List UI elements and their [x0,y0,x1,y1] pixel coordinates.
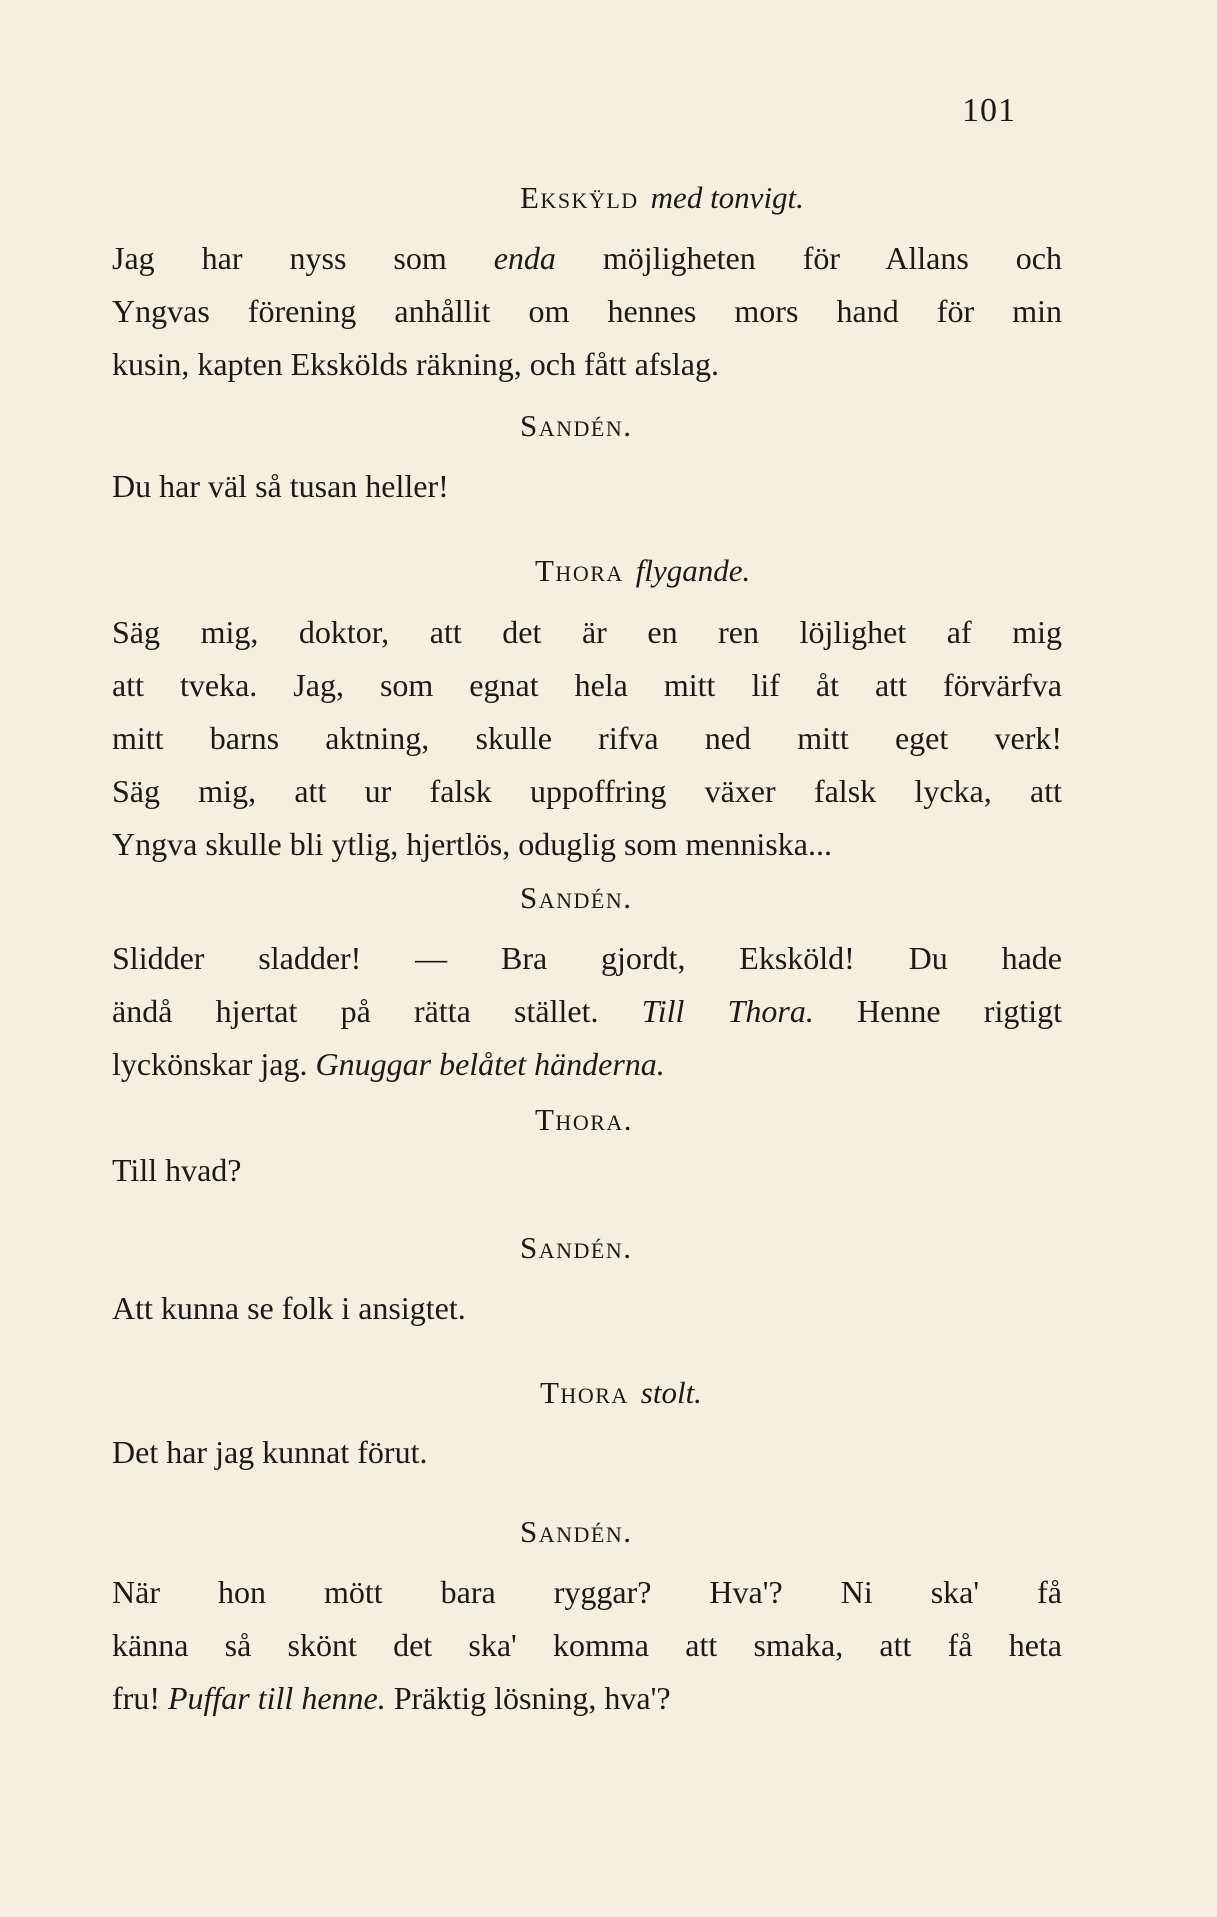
dialogue-text: kusin, kapten Ekskölds räkning, och fått afslag. [112,346,719,382]
speech-text [112,932,1062,1091]
speaker-heading [520,880,632,916]
text-line [112,1426,1062,1479]
dialogue-text: När hon mött bara ryggar? Hva'? Ni ska' få [112,1574,1062,1610]
dialogue-text: fru! [112,1680,168,1716]
speaker-name: Sandén. [520,1230,633,1265]
text-line [112,1282,1062,1335]
text-line [112,659,1062,712]
dialogue-text: Att kunna se folk i ansigtet. [112,1290,466,1326]
text-line [112,1619,1062,1672]
speaker-name: Sandén. [520,880,633,915]
text-line [112,285,1062,338]
dialogue-text: Säg mig, att ur falsk uppoffring växer falsk lycka, att [112,773,1062,809]
dialogue-text: Präktig lösning, hva'? [385,1680,671,1716]
text-line [112,712,1062,765]
stage-direction: flygande. [635,553,751,588]
speaker-heading [520,1514,632,1550]
speaker-heading [535,1102,633,1138]
dialogue-text: Det har jag kunnat förut. [112,1434,428,1470]
dialogue-text: Säg mig, doktor, att det är en ren löjlighet af mig [112,614,1062,650]
dialogue-text: mitt barns aktning, skulle rifva ned mitt eget verk! [112,720,1062,756]
speaker-name: Thora [535,553,624,588]
speaker-heading [520,408,632,444]
dialogue-text: ändå hjertat på rätta stället. [112,993,642,1029]
text-line [112,765,1062,818]
dialogue-text: att tveka. Jag, som egnat hela mitt lif åt att förvärfva [112,667,1062,703]
speech-text [112,1426,1062,1479]
text-line [112,232,1062,285]
dialogue-text: Yngvas förening anhållit om hennes mors hand för min [112,293,1062,329]
text-line [112,460,1062,513]
speaker-name: Thora [540,1375,629,1410]
text-line [112,1038,1062,1091]
text-line [112,1144,1062,1197]
speaker-name: Sandén. [520,408,633,443]
speaker-name: Thora. [535,1102,634,1137]
speaker-heading [520,1230,632,1266]
stage-direction: stolt. [640,1375,702,1410]
text-line [112,338,1062,391]
inline-stage-direction: Puffar till henne. [167,1680,386,1716]
speech-text [112,1282,1062,1335]
speech-text [112,460,1062,513]
speaker-heading [520,180,804,216]
dialogue-text: möjligheten för Allans och [555,240,1062,276]
inline-stage-direction: Till Thora. [641,993,814,1029]
page-number: 101 [962,92,1016,129]
speaker-heading [535,553,750,589]
text-line [112,606,1062,659]
dialogue-text: Henne rigtigt [813,993,1063,1029]
dialogue-text: Jag har nyss som [112,240,494,276]
dialogue-text: Du har väl så tusan heller! [112,468,449,504]
text-line [112,985,1062,1038]
inline-stage-direction: Gnuggar belåtet händerna. [315,1046,665,1082]
stage-direction: med tonvigt. [650,180,804,215]
dialogue-text: Till hvad? [112,1152,242,1188]
dialogue-text: Slidder sladder! — Bra gjordt, Eksköld! Du hade [112,940,1062,976]
speech-text [112,1566,1062,1725]
text-line [112,932,1062,985]
speaker-name: Ekskÿld [520,180,639,215]
speaker-heading [540,1375,702,1411]
speech-text [112,1144,1062,1197]
speech-text [112,232,1062,391]
text-line [112,1672,1062,1725]
text-line [112,1566,1062,1619]
inline-stage-direction: enda [493,240,556,276]
speech-text [112,606,1062,871]
dialogue-text: Yngva skulle bli ytlig, hjertlös, oduglig som menniska... [112,826,832,862]
dialogue-text: lyckönskar jag. [112,1046,316,1082]
text-line [112,818,1062,871]
dialogue-text: känna så skönt det ska' komma att smaka, att få heta [112,1627,1062,1663]
speaker-name: Sandén. [520,1514,633,1549]
